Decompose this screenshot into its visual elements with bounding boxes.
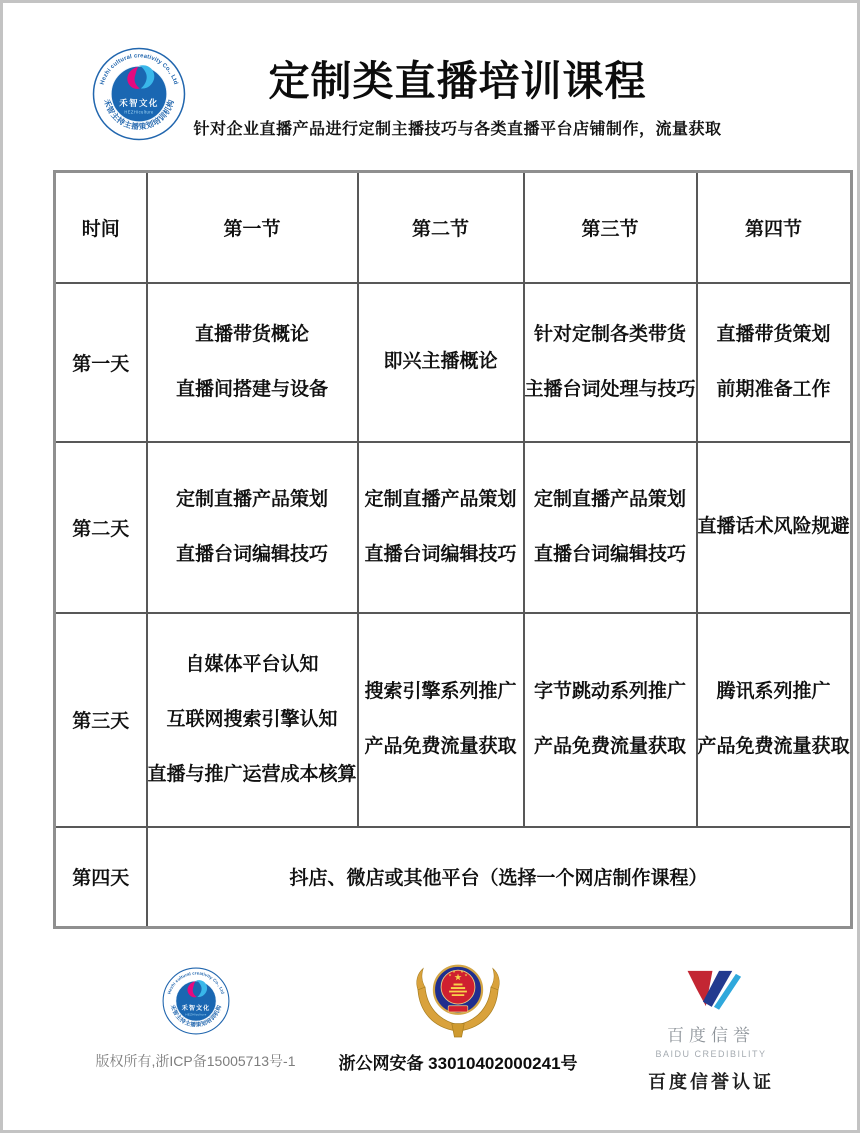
- footer-right: [616, 963, 806, 1094]
- table-header-row: [55, 172, 852, 283]
- header-cell-session1: 第一节: [147, 172, 358, 283]
- course-line: 直播与推广运营成本核算: [147, 763, 357, 785]
- course-cell: [147, 283, 358, 442]
- course-line: 直播台词编辑技巧: [176, 543, 329, 565]
- course-cell: [358, 613, 524, 827]
- footer-left: [95, 967, 296, 1071]
- course-line: 直播话术风险规避: [697, 516, 850, 537]
- course-line: 搜索引擎系列推广: [364, 681, 517, 702]
- footer-center: [338, 957, 578, 1074]
- course-line: 自媒体平台认知: [185, 653, 319, 675]
- course-line: 前期准备工作: [716, 378, 831, 400]
- hezhi-logo-icon: [162, 967, 230, 1035]
- course-cell: [697, 613, 852, 827]
- table-row: [55, 613, 852, 827]
- course-line: 腾讯系列推广: [716, 681, 831, 702]
- header-cell-session2: 第二节: [358, 172, 524, 283]
- police-badge-icon: [409, 957, 507, 1043]
- page-subtitle: 针对企业直播产品进行定制主播技巧与各类直播平台店铺制作，流量获取: [193, 121, 722, 139]
- course-line: 即兴主播概论: [383, 351, 498, 372]
- course-schedule-table: [53, 170, 853, 929]
- course-cell: [147, 613, 358, 827]
- course-line: 定制直播产品策划: [534, 488, 687, 510]
- table-row: [55, 827, 852, 928]
- course-line: 定制直播产品策划: [176, 488, 329, 510]
- course-line: 互联网搜索引擎认知: [166, 708, 338, 730]
- course-line: 直播带货概论: [195, 323, 310, 345]
- baidu-credibility-en: BAIDU CREDIBILITY: [655, 1049, 767, 1059]
- table-row: [55, 442, 852, 613]
- course-cell: [524, 283, 697, 442]
- course-line: 直播间搭建与设备: [176, 378, 329, 400]
- header-cell-time: 时间: [55, 172, 147, 283]
- course-line: 产品免费流量获取: [534, 736, 687, 757]
- course-cell: [358, 442, 524, 613]
- day-cell: 第四天: [55, 827, 147, 928]
- baidu-credibility-icon: [678, 963, 744, 1017]
- course-line: 针对定制各类带货: [534, 323, 687, 345]
- course-cell: [358, 283, 524, 442]
- course-line: 产品免费流量获取: [364, 736, 517, 757]
- course-cell: [697, 442, 852, 613]
- header-cell-session4: 第四节: [697, 172, 852, 283]
- course-line: 直播带货策划: [716, 323, 831, 345]
- header: [58, 60, 857, 139]
- baidu-cert-text: 百度信誉认证: [648, 1072, 774, 1092]
- course-line: 直播台词编辑技巧: [534, 543, 687, 565]
- course-line: 主播台词处理与技巧: [524, 378, 696, 400]
- day-cell: 第二天: [55, 442, 147, 613]
- course-cell: [697, 283, 852, 442]
- day-cell: 第一天: [55, 283, 147, 442]
- copyright-text: 版权所有,浙ICP备15005713号-1: [95, 1053, 296, 1069]
- course-cell: [147, 442, 358, 613]
- police-record-text: 浙公网安备 33010402000241号: [338, 1054, 578, 1073]
- course-line: 直播台词编辑技巧: [364, 543, 517, 565]
- course-line: 字节跳动系列推广: [534, 681, 687, 702]
- merged-course-cell: 抖店、微店或其他平台（选择一个网店制作课程）: [147, 827, 852, 928]
- day-cell: 第三天: [55, 613, 147, 827]
- baidu-credibility-cn: 百度信誉: [667, 1026, 755, 1045]
- course-cell: [524, 442, 697, 613]
- course-cell: [524, 613, 697, 827]
- page-title: 定制类直播培训课程: [268, 58, 647, 104]
- table-row: [55, 283, 852, 442]
- course-line: 产品免费流量获取: [697, 736, 850, 757]
- course-line: 定制直播产品策划: [364, 488, 517, 510]
- header-cell-session3: 第三节: [524, 172, 697, 283]
